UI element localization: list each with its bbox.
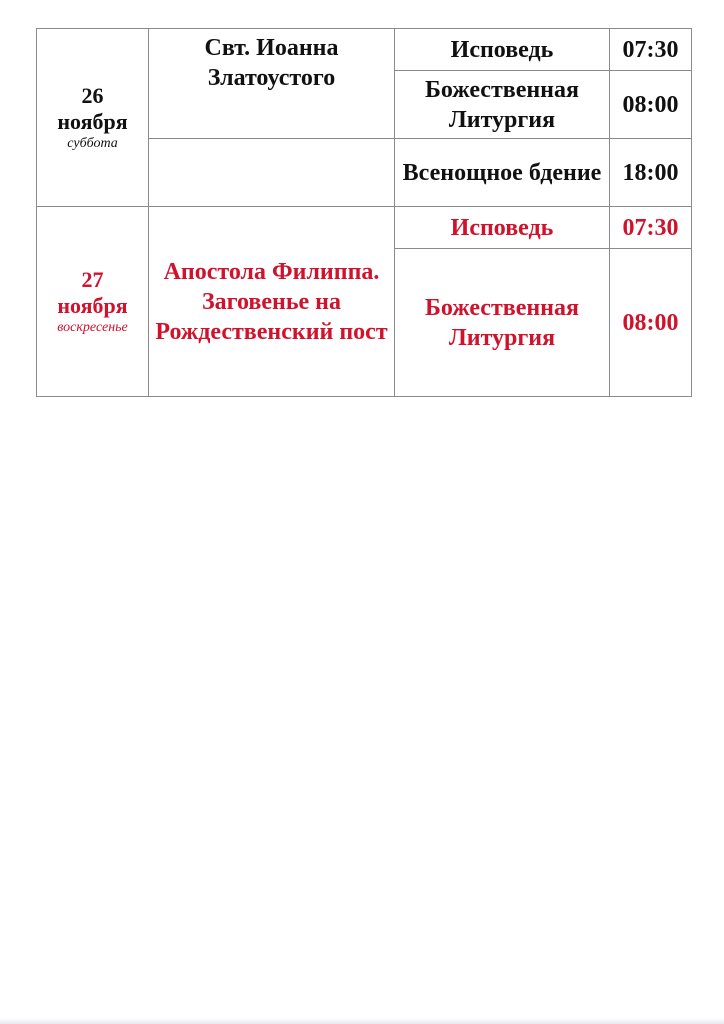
service-name: Божественная Литургия (425, 294, 579, 351)
service-time: 07:30 (622, 36, 679, 63)
table-row (37, 29, 692, 71)
feast-cell (149, 207, 395, 397)
service-name: Исповедь (450, 214, 554, 241)
date-weekday: суббота (67, 135, 118, 151)
service-name-cell (395, 249, 610, 397)
feast-name: Свт. Иоанна Златоустого (204, 35, 339, 91)
service-time: 08:00 (622, 309, 679, 336)
service-name-cell (395, 29, 610, 71)
date-cell (37, 207, 149, 397)
service-time-cell (610, 139, 692, 207)
scan-bottom-edge (0, 1018, 724, 1024)
date-cell (37, 29, 149, 207)
service-name-cell (395, 71, 610, 139)
service-name-cell (395, 207, 610, 249)
service-time-cell (610, 29, 692, 71)
date-month: ноября (57, 108, 128, 134)
service-time-cell (610, 207, 692, 249)
service-name: Божественная Литургия (425, 76, 579, 133)
date-day-number: 27 (81, 266, 104, 292)
feast-name: Апостола Филиппа. Заговенье на Рождественский пост (155, 258, 388, 345)
service-time-cell (610, 249, 692, 397)
feast-cell (149, 29, 395, 139)
feast-cell-empty (149, 139, 395, 207)
service-time: 18:00 (622, 159, 679, 186)
date-day-number: 26 (81, 82, 104, 108)
service-time-cell (610, 71, 692, 139)
service-name: Всенощное бдение (402, 159, 602, 186)
service-time: 08:00 (622, 91, 679, 118)
date-weekday: воскресенье (57, 319, 128, 335)
service-name-cell (395, 139, 610, 207)
table-row (37, 207, 692, 249)
service-name: Исповедь (450, 36, 554, 63)
service-time: 07:30 (622, 214, 679, 241)
service-schedule-table (36, 28, 692, 397)
date-month: ноября (57, 292, 128, 318)
